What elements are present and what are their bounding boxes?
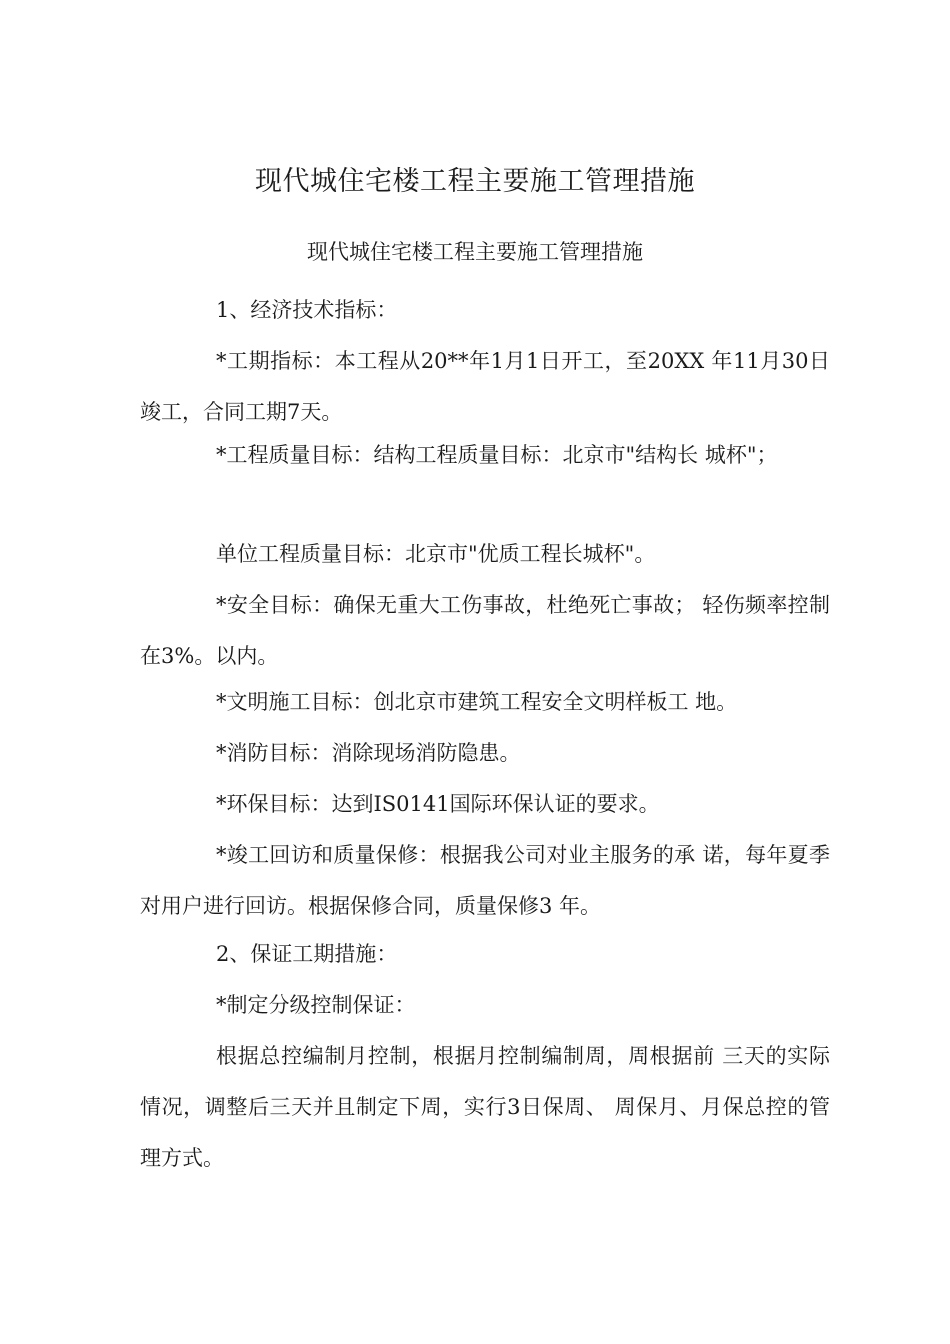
paragraph-schedule-measures-heading: 2、保证工期措施： xyxy=(216,942,398,966)
paragraph-fire-target: *消防目标：消除现场消防隐患。 xyxy=(216,741,521,765)
paragraph-safety-target: *安全目标：确保无重大工伤事故，杜绝死亡事故； 轻伤频率控制在3%。以内。 xyxy=(140,593,830,668)
paragraph-environment-target: *环保目标：达到IS0141国际环保认证的要求。 xyxy=(216,792,660,816)
paragraph-schedule-target: *工期指标：本工程从20**年1月1日开工，至20XX 年11月30日竣工，合同工期7天。 xyxy=(140,349,830,424)
document-title: 现代城住宅楼工程主要施工管理措施 xyxy=(255,166,695,197)
paragraph-warranty: *竣工回访和质量保修：根据我公司对业主服务的承 诺，每年夏季对用户进行回访。根据保修合同，质量保修3 年。 xyxy=(140,843,830,918)
paragraph-quality-target: *工程质量目标：结构工程质量目标：北京市"结构长 城杯"； xyxy=(216,443,778,467)
paragraph-unit-quality-target: 单位工程质量目标：北京市"优质工程长城杯"。 xyxy=(216,542,656,566)
paragraph-control-method: 根据总控编制月控制，根据月控制编制周，周根据前 三天的实际情况，调整后三天并且制定下周，实行3日保周、 周保月、月保总控的管理方式。 xyxy=(140,1044,830,1170)
document-subtitle: 现代城住宅楼工程主要施工管理措施 xyxy=(307,240,643,264)
paragraph-tiered-control: *制定分级控制保证： xyxy=(216,993,416,1017)
paragraph-civilized-construction-target: *文明施工目标：创北京市建筑工程安全文明样板工 地。 xyxy=(216,690,738,714)
paragraph-econ-tech-heading: 1、经济技术指标： xyxy=(216,298,398,322)
